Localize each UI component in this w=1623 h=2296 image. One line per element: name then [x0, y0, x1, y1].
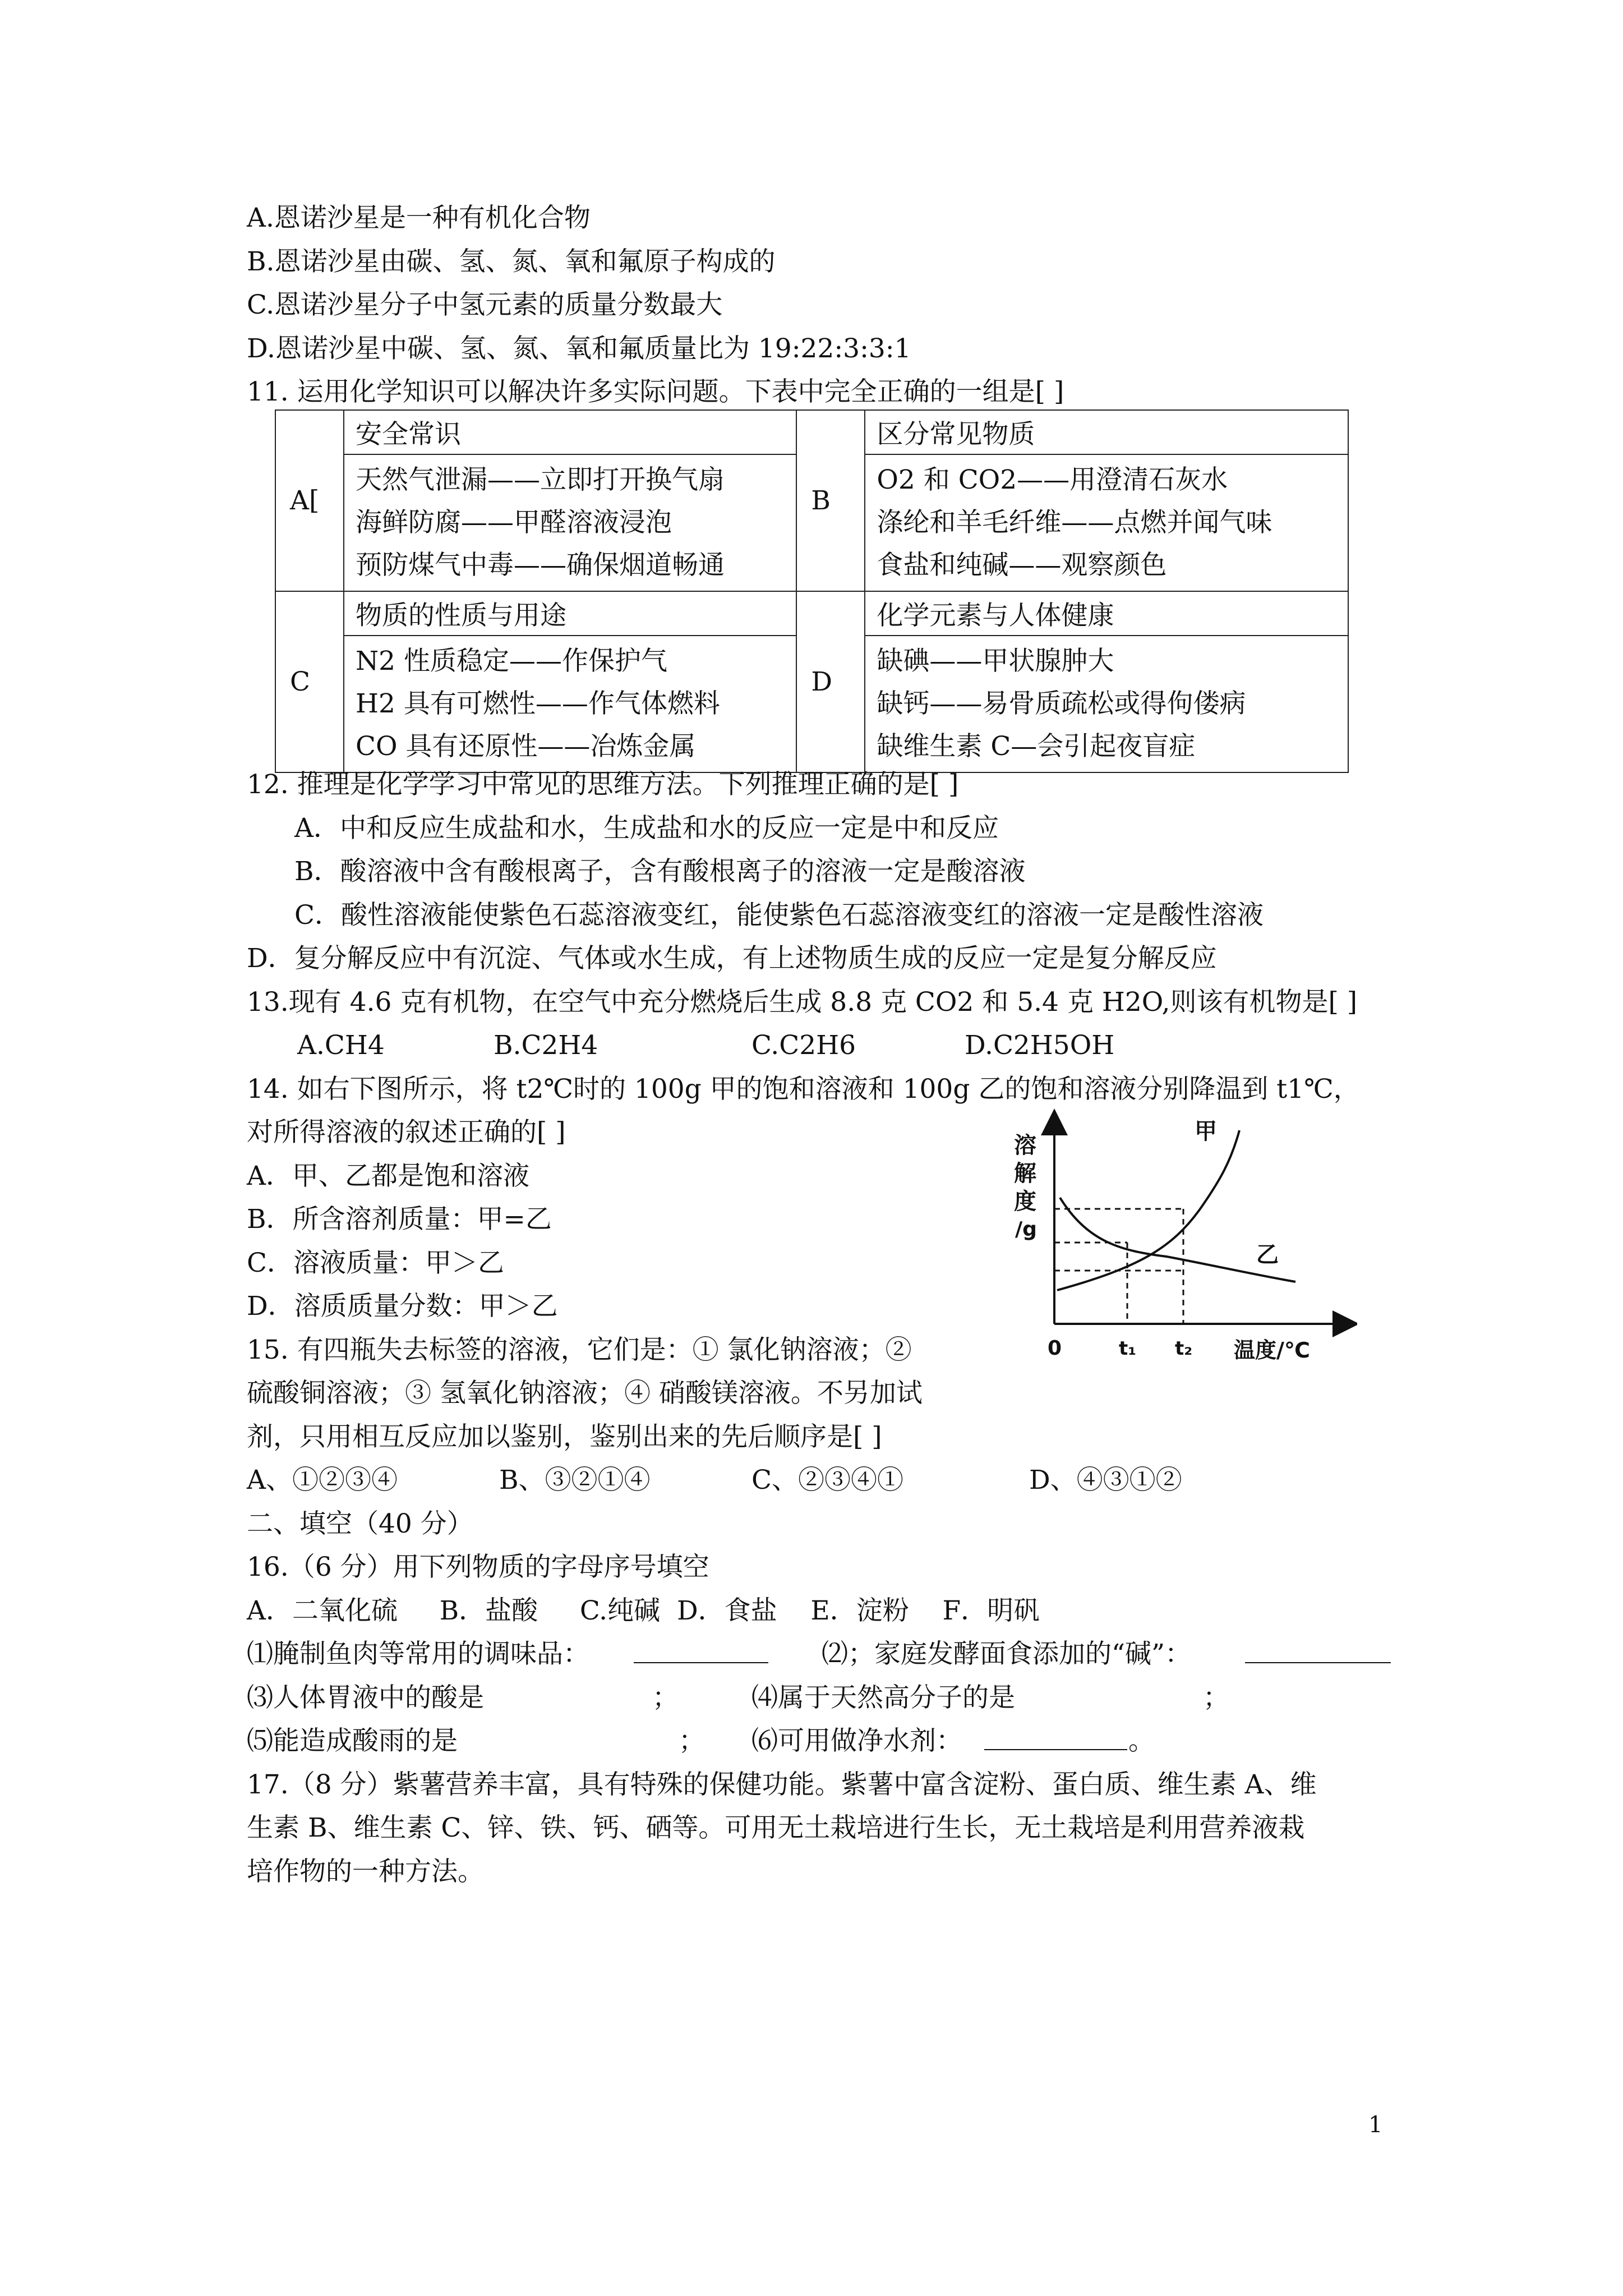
q17-line3: 培作物的一种方法。 [247, 1856, 484, 1887]
q16-p1-blank[interactable] [634, 1641, 768, 1663]
q15-option-c: C、②③④① [751, 1465, 903, 1496]
q13-stem: 13.现有 4.6 克有机物，在空气中充分燃烧后生成 8.8 克 CO2 和 5.4 克 H2O,则该有机物是[ ] [247, 987, 1358, 1018]
q15-stem-line2: 硫酸铜溶液；③ 氢氧化钠溶液；④ 硝酸镁溶液。不另加试 [247, 1378, 923, 1409]
xlabel: 温度/℃ [1234, 1338, 1310, 1363]
q16-p6-blank[interactable] [984, 1728, 1127, 1750]
q11-body-b [865, 454, 1348, 591]
q11-header-b: 区分常见物质 [865, 410, 1348, 454]
q11-d-line: 缺碘——甲状腺肿大 [877, 646, 1114, 677]
q13-option-d: D.C2H5OH [965, 1030, 1115, 1061]
q12-stem: 12. 推理是化学学习中常见的思维方法。下列推理正确的是[ ] [247, 769, 959, 800]
q11-header-c: 物质的性质与用途 [344, 591, 796, 636]
q16-p2-blank[interactable] [1245, 1641, 1391, 1663]
q15-option-b: B、③②①④ [499, 1465, 651, 1496]
q16-stem: 16.（6 分）用下列物质的字母序号填空 [247, 1552, 709, 1582]
q13-option-b: B.C2H4 [494, 1030, 598, 1061]
q11-a-line: 预防煤气中毒——确保烟道畅通 [356, 550, 725, 581]
q11-label-a: A[ [275, 410, 344, 591]
solubility-graph [998, 1108, 1357, 1366]
section-heading: 二、填空（40 分） [247, 1508, 473, 1539]
q11-d-line: 缺钙——易骨质疏松或得佝偻病 [877, 688, 1246, 719]
origin-label: 0 [1048, 1337, 1062, 1360]
curve-yi [1060, 1198, 1295, 1282]
q14-stem-line2: 对所得溶液的叙述正确的[ ] [247, 1117, 566, 1148]
q17-line2: 生素 B、维生素 C、锌、铁、钙、硒等。可用无土栽培进行生长，无土栽培是利用营养液栽 [247, 1812, 1305, 1843]
q11-header-d: 化学元素与人体健康 [865, 591, 1348, 636]
series-label-jia: 甲 [1195, 1119, 1217, 1144]
q16-p3-semicolon: ； [652, 1682, 679, 1713]
q14-option-d: D．溶质质量分数：甲＞乙 [247, 1291, 558, 1322]
q11-c-line: N2 性质稳定——作保护气 [356, 646, 667, 677]
q10-option-c: C.恩诺沙星分子中氢元素的质量分数最大 [247, 289, 723, 320]
q16-p1: ⑴腌制鱼肉等常用的调味品： [247, 1639, 589, 1669]
q17-line1: 17.（8 分）紫薯营养丰富，具有特殊的保健功能。紫薯中富含淀粉、蛋白质、维生素 A、维 [247, 1769, 1317, 1800]
q11-table [275, 409, 1349, 773]
q15-stem-line1: 15. 有四瓶失去标签的溶液，它们是：① 氯化钠溶液；② [247, 1335, 912, 1365]
tick-t2: t₂ [1175, 1337, 1193, 1360]
q11-body-a [344, 454, 796, 591]
q16-p5: ⑸能造成酸雨的是 [247, 1726, 458, 1756]
q16-choices: A．二氧化硫 B．盐酸 C.纯碱 D．食盐 E．淀粉 F．明矾 [247, 1595, 1040, 1626]
q13-option-c: C.C2H6 [751, 1030, 856, 1061]
q11-c-line: H2 具有可燃性——作气体燃料 [356, 688, 720, 719]
q11-a-line: 天然气泄漏——立即打开换气扇 [356, 464, 725, 495]
q16-p6-period: 。 [1128, 1726, 1155, 1756]
q11-a-line: 海鲜防腐——甲醛溶液浸泡 [356, 507, 672, 538]
q11-body-c [344, 636, 796, 772]
q11-d-line: 缺维生素 C—会引起夜盲症 [877, 731, 1196, 762]
q11-header-a: 安全常识 [344, 410, 796, 454]
q11-b-line: 涤纶和羊毛纤维——点燃并闻气味 [877, 507, 1272, 538]
q12-option-c: C．酸性溶液能使紫色石蕊溶液变红，能使紫色石蕊溶液变红的溶液一定是酸性溶液 [294, 900, 1264, 931]
q14-option-c: C．溶液质量：甲＞乙 [247, 1248, 504, 1278]
q10-option-d: D.恩诺沙星中碳、氢、氮、氧和氟质量比为 19:22:3:3:1 [247, 333, 911, 364]
q16-p2: ⑵；家庭发酵面食添加的“碱”： [822, 1639, 1192, 1669]
q10-option-b: B.恩诺沙星由碳、氢、氮、氧和氟原子构成的 [247, 246, 776, 277]
q11-label-c: C [275, 591, 344, 772]
q15-option-a: A、①②③④ [247, 1465, 398, 1496]
q13-option-a: A.CH4 [297, 1030, 385, 1061]
ylabel-char: 解 [1014, 1161, 1036, 1186]
q12-option-d: D．复分解反应中有沉淀、气体或水生成，有上述物质生成的反应一定是复分解反应 [247, 943, 1217, 974]
q16-p4: ⑷属于天然高分子的是 [751, 1682, 1015, 1713]
ylabel-char: 溶 [1014, 1133, 1036, 1158]
q14-stem-line1: 14. 如右下图所示，将 t2℃时的 100g 甲的饱和溶液和 100g 乙的饱和溶液分别降温到 t1℃， [247, 1074, 1360, 1105]
q16-p6: ⑹可用做净水剂： [751, 1726, 962, 1756]
q16-p3: ⑶人体胃液中的酸是 [247, 1682, 484, 1713]
tick-t1: t₁ [1119, 1337, 1137, 1360]
q11-stem: 11. 运用化学知识可以解决许多实际问题。下表中完全正确的一组是[ ] [247, 376, 1064, 407]
q12-option-b: B．酸溶液中含有酸根离子，含有酸根离子的溶液一定是酸溶液 [294, 856, 1026, 887]
q11-label-b: B [796, 410, 865, 591]
q15-option-d: D、④③①② [1029, 1465, 1182, 1496]
q14-option-b: B．所含溶剂质量：甲=乙 [247, 1204, 552, 1235]
q11-body-d [865, 636, 1348, 772]
q11-c-line: CO 具有还原性——冶炼金属 [356, 731, 696, 762]
ylabel-char: 度 [1014, 1189, 1036, 1214]
ylabel-unit: /g [1015, 1218, 1037, 1241]
q11-label-d: D [796, 591, 865, 772]
q14-option-a: A．甲、乙都是饱和溶液 [247, 1161, 529, 1191]
q15-stem-line3: 剂，只用相互反应加以鉴别，鉴别出来的先后顺序是[ ] [247, 1421, 882, 1452]
q11-b-line: O2 和 CO2——用澄清石灰水 [877, 464, 1228, 495]
q12-option-a: A．中和反应生成盐和水，生成盐和水的反应一定是中和反应 [294, 813, 999, 844]
q11-b-line: 食盐和纯碱——观察颜色 [877, 550, 1167, 581]
q16-p4-semicolon: ； [1203, 1682, 1229, 1713]
q16-p5-semicolon: ； [679, 1726, 705, 1756]
page-number: 1 [1368, 2112, 1383, 2138]
q10-option-a: A.恩诺沙星是一种有机化合物 [247, 203, 591, 233]
series-label-yi: 乙 [1256, 1242, 1279, 1268]
